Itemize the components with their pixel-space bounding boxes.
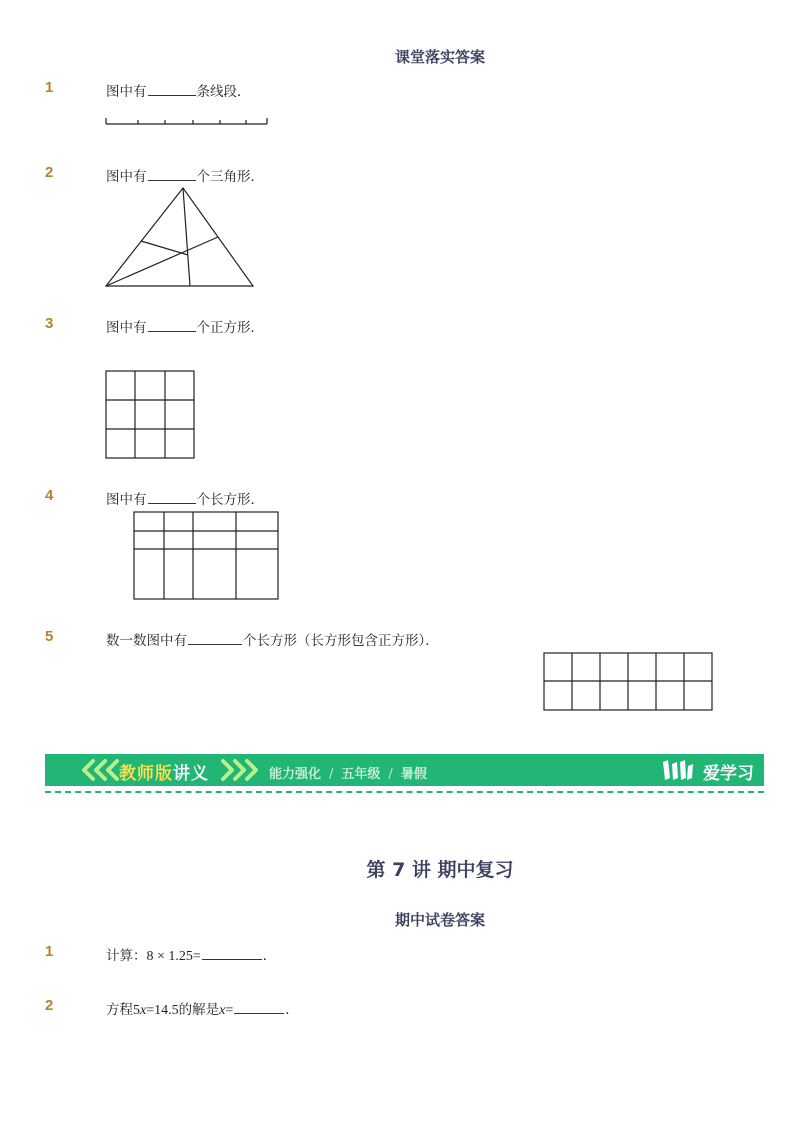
question-text <box>106 165 264 185</box>
question-number: 4 <box>45 487 54 504</box>
segment-figure <box>104 115 270 129</box>
question-number: 2 <box>45 997 54 1014</box>
banner-label-main: 教师版 <box>119 764 173 784</box>
answer-blank[interactable] <box>148 489 196 504</box>
answer-blank[interactable] <box>148 166 196 181</box>
question-text <box>106 944 276 965</box>
square-grid-figure <box>105 370 197 462</box>
question-text <box>106 998 299 1019</box>
question-suffix: 个三角形． <box>196 169 264 185</box>
banner-divider <box>45 791 764 793</box>
breadcrumb-separator: / <box>329 767 334 782</box>
rectangle-grid-figure <box>133 510 281 602</box>
section-title: 期中试卷答案 <box>394 911 485 929</box>
left-chevrons-icon <box>79 758 119 782</box>
question-number: 5 <box>45 628 54 645</box>
lecture-title: 第 7 讲 期中复习 <box>366 859 514 881</box>
lecture-banner <box>45 754 764 786</box>
rectangle-row-grid-figure <box>543 651 715 713</box>
question-prefix: 数一数图中有 <box>106 633 187 649</box>
question-suffix: 个正方形． <box>196 320 264 336</box>
answer-blank[interactable] <box>234 999 284 1014</box>
banner-label-accent: 讲义 <box>173 764 209 784</box>
brand-name: 爱学习 <box>703 764 754 784</box>
question-middle: 的解是 <box>178 1002 220 1018</box>
math-variable: x <box>140 1003 147 1018</box>
section-title: 课堂落实答案 <box>394 48 485 66</box>
answer-blank[interactable] <box>148 317 196 332</box>
banner-label <box>119 759 209 784</box>
question-prefix: 图中有 <box>106 492 147 508</box>
question-text <box>106 629 439 649</box>
book-stripes-icon <box>661 758 695 782</box>
question-prefix: 计算： <box>106 948 147 964</box>
question-suffix: 个长方形（长方形包含正方形）． <box>243 633 439 649</box>
math-expression: 8 × 1.25= <box>146 949 201 964</box>
answer-blank[interactable] <box>188 630 242 645</box>
question-prefix: 方程 <box>106 1002 133 1018</box>
math-expression: =14.5 <box>146 1003 179 1018</box>
question-text <box>106 80 251 100</box>
question-suffix: 条线段． <box>196 84 251 100</box>
question-prefix: 图中有 <box>106 320 147 336</box>
right-chevrons-icon <box>221 758 261 782</box>
breadcrumb-item: 五年级 <box>341 767 381 782</box>
question-text <box>106 316 264 336</box>
question-number: 3 <box>45 315 54 332</box>
equals-sign: = <box>225 1003 234 1018</box>
question-number: 1 <box>45 943 54 960</box>
triangle-figure <box>104 186 258 290</box>
answer-blank[interactable] <box>148 81 196 96</box>
banner-breadcrumb <box>269 763 427 782</box>
answer-blank[interactable] <box>202 945 262 960</box>
question-text <box>106 488 264 508</box>
math-variable: x <box>219 1003 226 1018</box>
breadcrumb-item: 暑假 <box>400 767 427 782</box>
question-prefix: 图中有 <box>106 169 147 185</box>
breadcrumb-separator: / <box>388 767 393 782</box>
question-suffix: ． <box>262 948 277 964</box>
breadcrumb-item: 能力强化 <box>269 767 322 782</box>
question-prefix: 图中有 <box>106 84 147 100</box>
question-number: 2 <box>45 164 54 181</box>
question-suffix: 个长方形． <box>196 492 264 508</box>
question-suffix: ． <box>285 1002 299 1018</box>
question-number: 1 <box>45 79 54 96</box>
math-coefficient: 5 <box>133 1003 140 1018</box>
